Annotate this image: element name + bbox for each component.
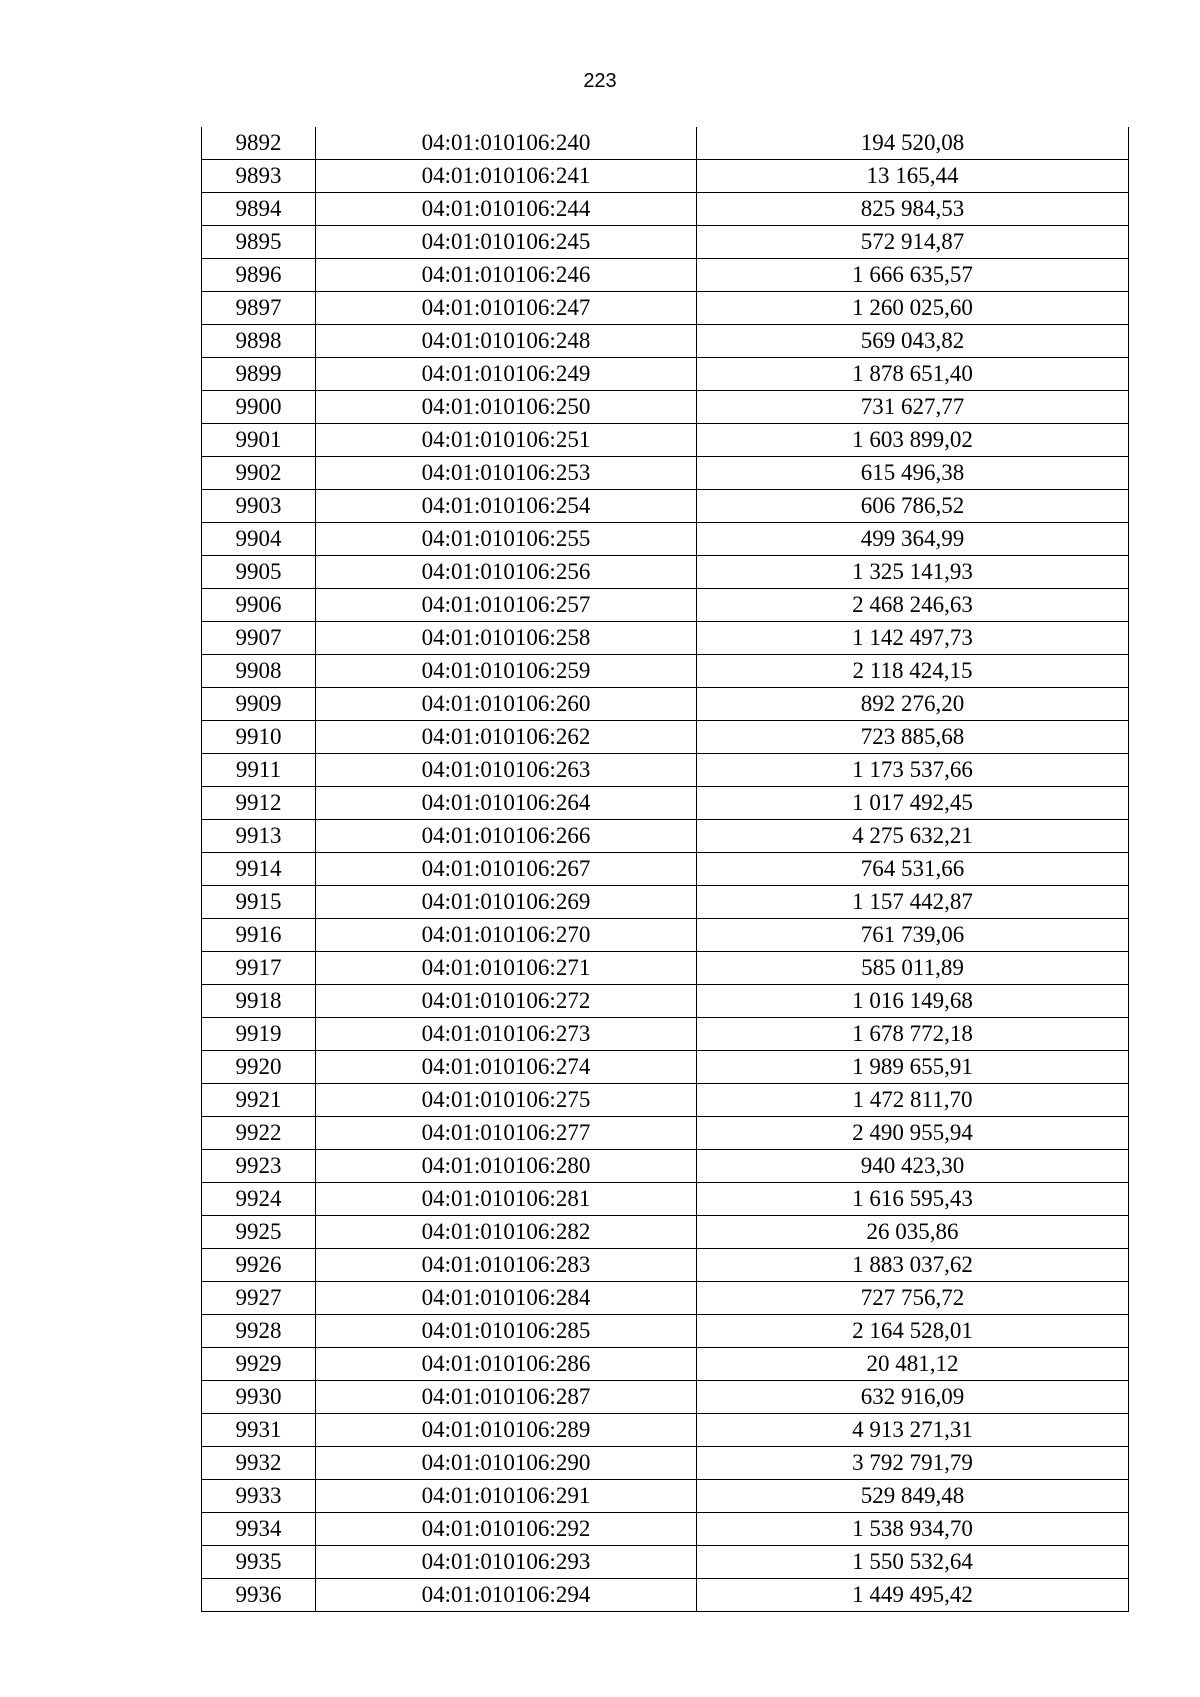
cadastral-value-cell: 1 449 495,42 xyxy=(697,1579,1129,1612)
table-row xyxy=(202,391,1129,424)
row-number-cell: 9906 xyxy=(202,589,316,622)
table-row xyxy=(202,919,1129,952)
cadastral-number-cell: 04:01:010106:290 xyxy=(316,1447,697,1480)
cadastral-value-cell: 1 472 811,70 xyxy=(697,1084,1129,1117)
cadastral-number-cell: 04:01:010106:250 xyxy=(316,391,697,424)
cadastral-number-cell: 04:01:010106:256 xyxy=(316,556,697,589)
table-row xyxy=(202,1381,1129,1414)
table-row xyxy=(202,622,1129,655)
cadastral-number-cell: 04:01:010106:258 xyxy=(316,622,697,655)
table-row xyxy=(202,1018,1129,1051)
cadastral-value-cell: 1 616 595,43 xyxy=(697,1183,1129,1216)
row-number-cell: 9897 xyxy=(202,292,316,325)
cadastral-number-cell: 04:01:010106:292 xyxy=(316,1513,697,1546)
row-number-cell: 9902 xyxy=(202,457,316,490)
row-number-cell: 9934 xyxy=(202,1513,316,1546)
cadastral-number-cell: 04:01:010106:259 xyxy=(316,655,697,688)
table-row xyxy=(202,1447,1129,1480)
table-row xyxy=(202,160,1129,193)
cadastral-number-cell: 04:01:010106:241 xyxy=(316,160,697,193)
cadastral-value-cell: 499 364,99 xyxy=(697,523,1129,556)
cadastral-value-cell: 606 786,52 xyxy=(697,490,1129,523)
table-row xyxy=(202,589,1129,622)
cadastral-value-cell: 764 531,66 xyxy=(697,853,1129,886)
table-row xyxy=(202,556,1129,589)
table-row xyxy=(202,1117,1129,1150)
row-number-cell: 9898 xyxy=(202,325,316,358)
table-row xyxy=(202,1249,1129,1282)
cadastral-value-cell: 2 118 424,15 xyxy=(697,655,1129,688)
table-row xyxy=(202,226,1129,259)
row-number-cell: 9920 xyxy=(202,1051,316,1084)
table-row xyxy=(202,952,1129,985)
table-row xyxy=(202,1183,1129,1216)
cadastral-value-cell: 1 157 442,87 xyxy=(697,886,1129,919)
cadastral-value-cell: 825 984,53 xyxy=(697,193,1129,226)
cadastral-value-cell: 723 885,68 xyxy=(697,721,1129,754)
row-number-cell: 9895 xyxy=(202,226,316,259)
cadastral-value-cell: 13 165,44 xyxy=(697,160,1129,193)
table-row xyxy=(202,490,1129,523)
cadastral-number-cell: 04:01:010106:263 xyxy=(316,754,697,787)
table-row xyxy=(202,457,1129,490)
row-number-cell: 9913 xyxy=(202,820,316,853)
cadastral-value-cell: 2 164 528,01 xyxy=(697,1315,1129,1348)
table-row xyxy=(202,985,1129,1018)
table-row xyxy=(202,1216,1129,1249)
cadastral-value-cell: 1 260 025,60 xyxy=(697,292,1129,325)
cadastral-value-cell: 569 043,82 xyxy=(697,325,1129,358)
table-row xyxy=(202,754,1129,787)
table-row xyxy=(202,127,1129,160)
row-number-cell: 9926 xyxy=(202,1249,316,1282)
row-number-cell: 9910 xyxy=(202,721,316,754)
cadastral-number-cell: 04:01:010106:240 xyxy=(316,127,697,160)
row-number-cell: 9915 xyxy=(202,886,316,919)
cadastral-number-cell: 04:01:010106:248 xyxy=(316,325,697,358)
row-number-cell: 9919 xyxy=(202,1018,316,1051)
table-row xyxy=(202,1579,1129,1612)
cadastral-value-cell: 1 666 635,57 xyxy=(697,259,1129,292)
cadastral-value-cell: 1 550 532,64 xyxy=(697,1546,1129,1579)
row-number-cell: 9903 xyxy=(202,490,316,523)
row-number-cell: 9904 xyxy=(202,523,316,556)
table-row xyxy=(202,358,1129,391)
row-number-cell: 9900 xyxy=(202,391,316,424)
row-number-cell: 9930 xyxy=(202,1381,316,1414)
cadastral-number-cell: 04:01:010106:281 xyxy=(316,1183,697,1216)
page-number: 223 xyxy=(583,70,617,92)
row-number-cell: 9931 xyxy=(202,1414,316,1447)
cadastral-number-cell: 04:01:010106:244 xyxy=(316,193,697,226)
row-number-cell: 9893 xyxy=(202,160,316,193)
cadastral-value-cell: 727 756,72 xyxy=(697,1282,1129,1315)
cadastral-number-cell: 04:01:010106:271 xyxy=(316,952,697,985)
cadastral-number-cell: 04:01:010106:264 xyxy=(316,787,697,820)
row-number-cell: 9928 xyxy=(202,1315,316,1348)
cadastral-value-cell: 1 016 149,68 xyxy=(697,985,1129,1018)
row-number-cell: 9922 xyxy=(202,1117,316,1150)
cadastral-value-cell: 940 423,30 xyxy=(697,1150,1129,1183)
cadastral-number-cell: 04:01:010106:255 xyxy=(316,523,697,556)
cadastral-number-cell: 04:01:010106:262 xyxy=(316,721,697,754)
row-number-cell: 9894 xyxy=(202,193,316,226)
table-row xyxy=(202,820,1129,853)
cadastral-value-cell: 1 538 934,70 xyxy=(697,1513,1129,1546)
cadastral-number-cell: 04:01:010106:284 xyxy=(316,1282,697,1315)
table-row xyxy=(202,1546,1129,1579)
cadastral-number-cell: 04:01:010106:287 xyxy=(316,1381,697,1414)
cadastral-value-cell: 585 011,89 xyxy=(697,952,1129,985)
cadastral-number-cell: 04:01:010106:282 xyxy=(316,1216,697,1249)
table-row xyxy=(202,1348,1129,1381)
table-row xyxy=(202,886,1129,919)
cadastral-value-cell: 632 916,09 xyxy=(697,1381,1129,1414)
row-number-cell: 9899 xyxy=(202,358,316,391)
cadastral-value-cell: 4 275 632,21 xyxy=(697,820,1129,853)
cadastral-value-cell: 1 878 651,40 xyxy=(697,358,1129,391)
cadastral-number-cell: 04:01:010106:274 xyxy=(316,1051,697,1084)
table-row xyxy=(202,259,1129,292)
table-row xyxy=(202,1084,1129,1117)
table-row xyxy=(202,424,1129,457)
row-number-cell: 9935 xyxy=(202,1546,316,1579)
cadastral-value-cell: 1 989 655,91 xyxy=(697,1051,1129,1084)
row-number-cell: 9914 xyxy=(202,853,316,886)
cadastral-number-cell: 04:01:010106:289 xyxy=(316,1414,697,1447)
cadastral-value-cell: 615 496,38 xyxy=(697,457,1129,490)
cadastral-number-cell: 04:01:010106:247 xyxy=(316,292,697,325)
cadastral-value-cell: 2 490 955,94 xyxy=(697,1117,1129,1150)
cadastral-number-cell: 04:01:010106:253 xyxy=(316,457,697,490)
cadastral-value-cell: 1 173 537,66 xyxy=(697,754,1129,787)
cadastral-number-cell: 04:01:010106:280 xyxy=(316,1150,697,1183)
cadastral-value-table xyxy=(201,127,1129,1612)
cadastral-number-cell: 04:01:010106:257 xyxy=(316,589,697,622)
table-row xyxy=(202,193,1129,226)
row-number-cell: 9929 xyxy=(202,1348,316,1381)
table-row xyxy=(202,853,1129,886)
cadastral-number-cell: 04:01:010106:286 xyxy=(316,1348,697,1381)
cadastral-value-cell: 1 325 141,93 xyxy=(697,556,1129,589)
table-row xyxy=(202,787,1129,820)
cadastral-value-cell: 2 468 246,63 xyxy=(697,589,1129,622)
row-number-cell: 9925 xyxy=(202,1216,316,1249)
cadastral-value-cell: 529 849,48 xyxy=(697,1480,1129,1513)
cadastral-number-cell: 04:01:010106:273 xyxy=(316,1018,697,1051)
row-number-cell: 9927 xyxy=(202,1282,316,1315)
row-number-cell: 9933 xyxy=(202,1480,316,1513)
cadastral-value-cell: 26 035,86 xyxy=(697,1216,1129,1249)
cadastral-value-cell: 1 017 492,45 xyxy=(697,787,1129,820)
table-row xyxy=(202,721,1129,754)
row-number-cell: 9918 xyxy=(202,985,316,1018)
cadastral-number-cell: 04:01:010106:260 xyxy=(316,688,697,721)
row-number-cell: 9916 xyxy=(202,919,316,952)
cadastral-value-cell: 3 792 791,79 xyxy=(697,1447,1129,1480)
table-row xyxy=(202,1513,1129,1546)
cadastral-number-cell: 04:01:010106:293 xyxy=(316,1546,697,1579)
table-row xyxy=(202,292,1129,325)
cadastral-value-cell: 194 520,08 xyxy=(697,127,1129,160)
cadastral-number-cell: 04:01:010106:270 xyxy=(316,919,697,952)
row-number-cell: 9908 xyxy=(202,655,316,688)
cadastral-number-cell: 04:01:010106:283 xyxy=(316,1249,697,1282)
cadastral-value-cell: 761 739,06 xyxy=(697,919,1129,952)
cadastral-value-cell: 1 883 037,62 xyxy=(697,1249,1129,1282)
cadastral-value-cell: 4 913 271,31 xyxy=(697,1414,1129,1447)
row-number-cell: 9924 xyxy=(202,1183,316,1216)
cadastral-number-cell: 04:01:010106:294 xyxy=(316,1579,697,1612)
cadastral-number-cell: 04:01:010106:272 xyxy=(316,985,697,1018)
cadastral-number-cell: 04:01:010106:266 xyxy=(316,820,697,853)
table-row xyxy=(202,1480,1129,1513)
row-number-cell: 9917 xyxy=(202,952,316,985)
row-number-cell: 9921 xyxy=(202,1084,316,1117)
table-body xyxy=(202,127,1129,1612)
table-row xyxy=(202,655,1129,688)
table-row xyxy=(202,523,1129,556)
cadastral-value-cell: 892 276,20 xyxy=(697,688,1129,721)
cadastral-value-cell: 572 914,87 xyxy=(697,226,1129,259)
table-row xyxy=(202,325,1129,358)
cadastral-number-cell: 04:01:010106:285 xyxy=(316,1315,697,1348)
row-number-cell: 9905 xyxy=(202,556,316,589)
table-row xyxy=(202,1051,1129,1084)
row-number-cell: 9912 xyxy=(202,787,316,820)
cadastral-number-cell: 04:01:010106:275 xyxy=(316,1084,697,1117)
row-number-cell: 9923 xyxy=(202,1150,316,1183)
row-number-cell: 9896 xyxy=(202,259,316,292)
row-number-cell: 9932 xyxy=(202,1447,316,1480)
cadastral-number-cell: 04:01:010106:249 xyxy=(316,358,697,391)
cadastral-value-cell: 731 627,77 xyxy=(697,391,1129,424)
cadastral-number-cell: 04:01:010106:291 xyxy=(316,1480,697,1513)
table-row xyxy=(202,1414,1129,1447)
row-number-cell: 9911 xyxy=(202,754,316,787)
row-number-cell: 9901 xyxy=(202,424,316,457)
cadastral-value-cell: 1 678 772,18 xyxy=(697,1018,1129,1051)
table-row xyxy=(202,688,1129,721)
table-row xyxy=(202,1150,1129,1183)
row-number-cell: 9892 xyxy=(202,127,316,160)
row-number-cell: 9909 xyxy=(202,688,316,721)
row-number-cell: 9907 xyxy=(202,622,316,655)
cadastral-number-cell: 04:01:010106:269 xyxy=(316,886,697,919)
cadastral-value-cell: 20 481,12 xyxy=(697,1348,1129,1381)
table-row xyxy=(202,1282,1129,1315)
cadastral-number-cell: 04:01:010106:277 xyxy=(316,1117,697,1150)
cadastral-number-cell: 04:01:010106:254 xyxy=(316,490,697,523)
cadastral-value-cell: 1 603 899,02 xyxy=(697,424,1129,457)
cadastral-number-cell: 04:01:010106:245 xyxy=(316,226,697,259)
cadastral-number-cell: 04:01:010106:251 xyxy=(316,424,697,457)
table-row xyxy=(202,1315,1129,1348)
cadastral-number-cell: 04:01:010106:246 xyxy=(316,259,697,292)
row-number-cell: 9936 xyxy=(202,1579,316,1612)
cadastral-value-cell: 1 142 497,73 xyxy=(697,622,1129,655)
cadastral-number-cell: 04:01:010106:267 xyxy=(316,853,697,886)
